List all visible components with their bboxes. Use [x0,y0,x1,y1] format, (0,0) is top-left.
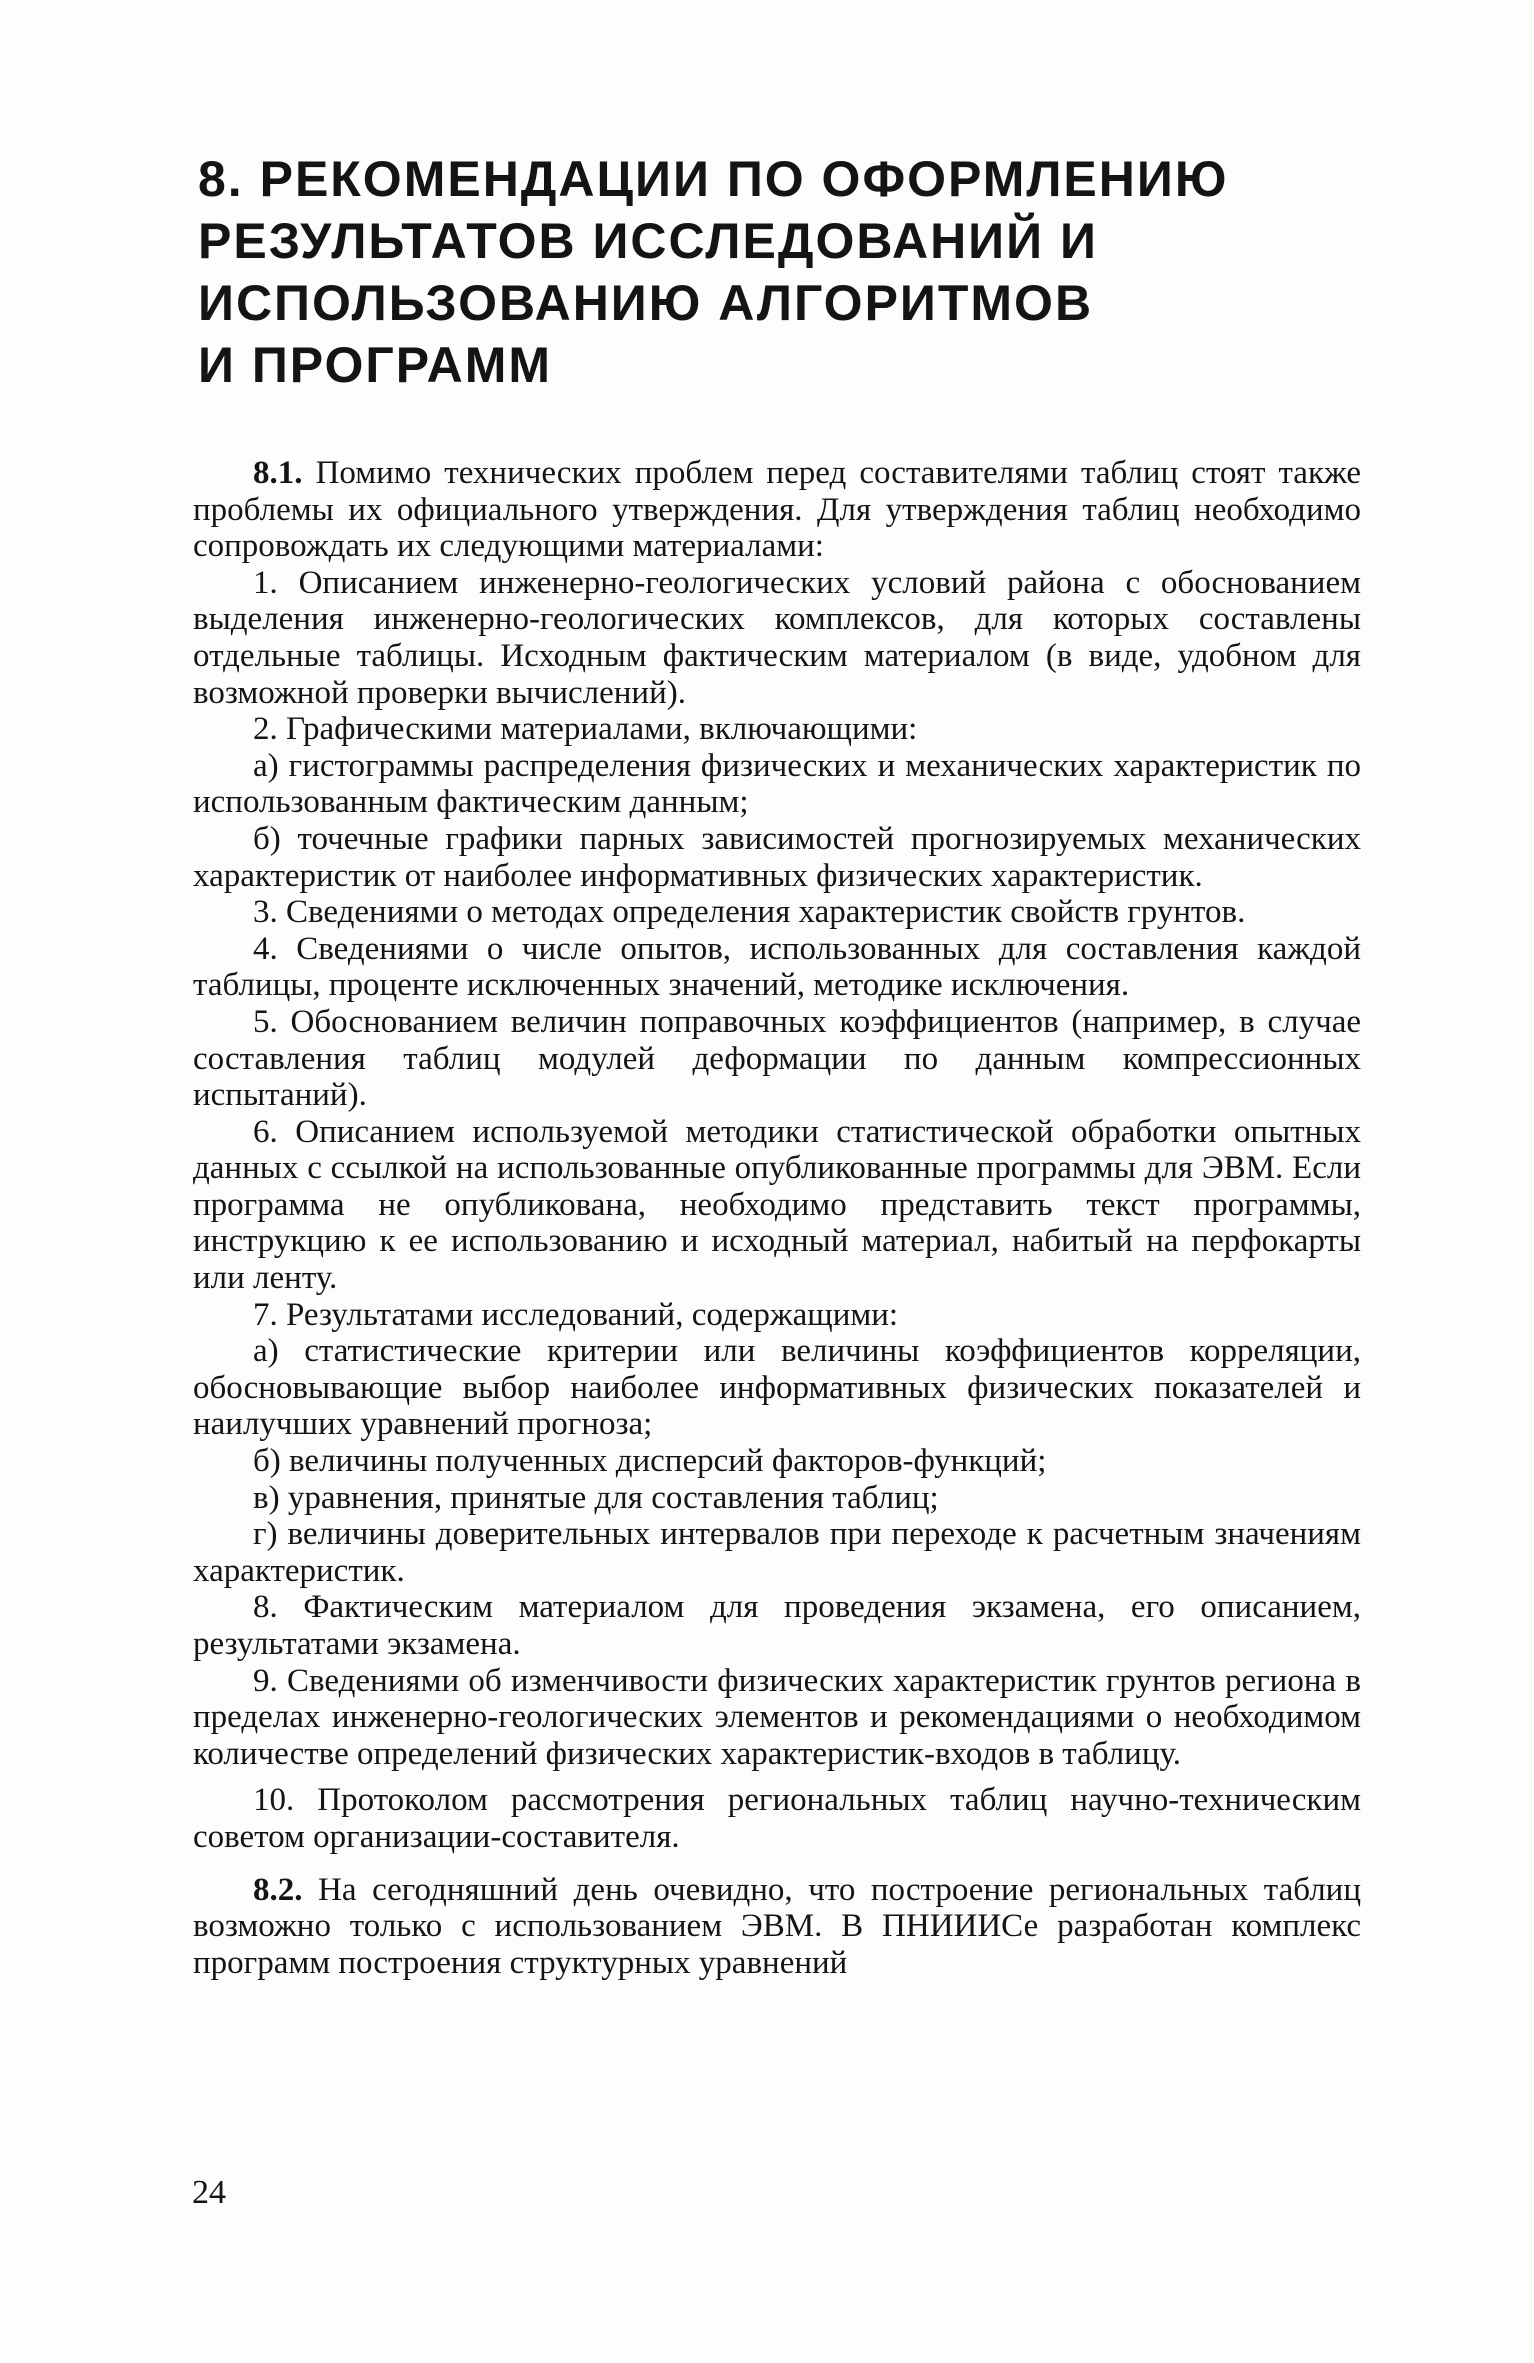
heading-line-1: 8. РЕКОМЕНДАЦИИ ПО ОФОРМЛЕНИЮ [198,151,1229,207]
page-number: 24 [192,2174,226,2211]
heading-line-3: ИСПОЛЬЗОВАНИЮ АЛГОРИТМОВ [198,275,1094,331]
paragraph-text: На сегодняшний день очевидно, что построение региональных таблиц возможно только с использованием ЭВМ. В ПНИИИСе разработан комплекс программ построения структурных уравнений [193,1871,1361,1981]
list-item-9: 9. Сведениями об изменчивости физических характеристик грунтов региона в пределах инженерно-геологических элементов и рекомендациями о необходимом количестве определений физических характеристик-входов в таблицу. [193,1662,1361,1772]
clause-number: 8.1. [253,455,303,491]
list-item-4: 4. Сведениями о числе опытов, использованных для составления каждой таблицы, проценте исключенных значений, методике исключения. [193,930,1361,1004]
paragraph-text: Помимо технических проблем перед составителями таблиц стоят также проблемы их официального утверждения. Для утверждения таблиц необходимо сопровождать их следующими материалами: [193,455,1361,565]
list-item-7a: а) статистические критерии или величины коэффициентов корреляции, обосновывающие выбор наиболее информативных физических показателей и наилучших уравнений прогноза; [193,1333,1361,1443]
section-heading [198,148,1229,396]
clause-number: 8.2. [253,1871,303,1908]
list-item-7c: в) уравнения, принятые для составления таблиц; [253,1479,939,1516]
paragraph-8-1 [193,455,1361,565]
list-item-2a: а) гистограммы распределения физических и механических характеристик по использованным фактическим данным; [193,747,1361,821]
list-item-5: 5. Обоснованием величин поправочных коэффициентов (например, в случае составления таблиц модулей деформации по данным компрессионных испытаний). [193,1003,1361,1114]
list-item-2b: б) точечные графики парных зависимостей прогнозируемых механических характеристик от наиболее информативных физических характеристик. [193,820,1361,894]
body-text [193,455,1361,1981]
list-item-1: 1. Описанием инженерно-геологических условий района с обоснованием выделения инженерно-геологических комплексов, для которых составлены отдельные таблицы. Исходным фактическим материалом (в виде, удобном для возможной проверки вычислений). [193,564,1361,711]
list-item-7d: г) величины доверительных интервалов при переходе к расчетным значениям характеристик. [193,1516,1361,1589]
heading-line-2: РЕЗУЛЬТАТОВ ИССЛЕДОВАНИЙ И [198,213,1098,269]
paragraph-8-2 [193,1872,1361,1982]
list-item-10: 10. Протоколом рассмотрения региональных таблиц научно-техническим советом организации-составителя. [193,1782,1361,1855]
list-item-2: 2. Графическими материалами, включающими: [253,711,918,748]
heading-line-4: И ПРОГРАММ [198,337,553,393]
list-item-8: 8. Фактическим материалом для проведения экзамена, его описанием, результатами экзамена. [193,1589,1361,1662]
list-item-6: 6. Описанием используемой методики статистической обработки опытных данных с ссылкой на использованные опубликованные программы для ЭВМ. Если программа не опубликована, необходимо представить текст программы, инструкцию к ее использованию и исходный материал, набитый на перфокарты или ленту. [193,1113,1361,1297]
list-item-7b: б) величины полученных дисперсий факторов-функций; [253,1443,1047,1480]
list-item-7: 7. Результатами исследований, содержащими: [253,1296,899,1333]
list-item-3: 3. Сведениями о методах определения характеристик свойств грунтов. [253,894,1246,931]
